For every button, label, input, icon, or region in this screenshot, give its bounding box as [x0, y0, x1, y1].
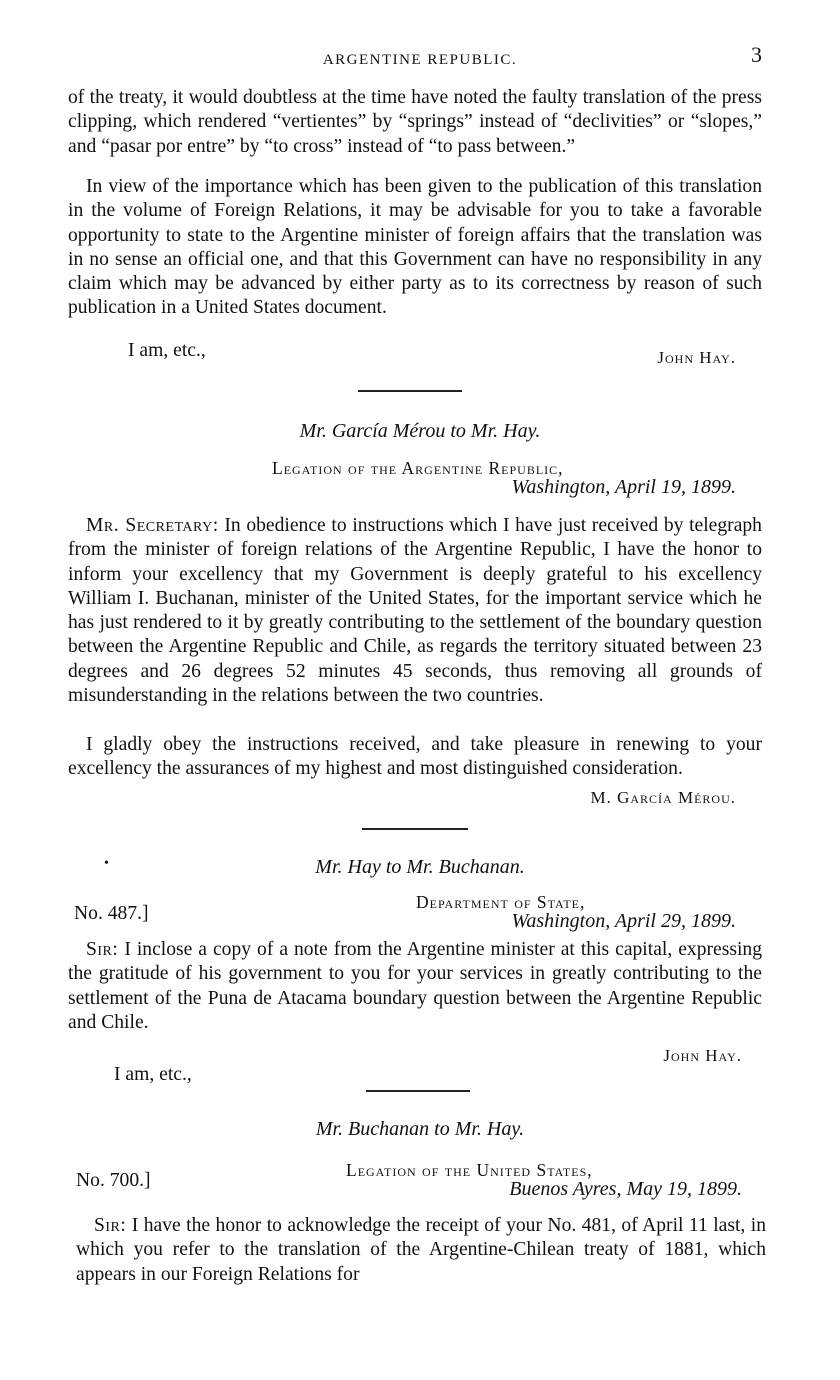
signature: John Hay. — [663, 1046, 742, 1065]
section-divider — [366, 1090, 470, 1092]
letter-body — [68, 938, 762, 1035]
dateline-organization: Legation of the United States, — [346, 1160, 593, 1180]
stray-mark: • — [104, 856, 109, 871]
dateline-place-date: Washington, April 29, 1899. — [511, 910, 736, 932]
running-head-title: ARGENTINE REPUBLIC. — [322, 52, 518, 68]
paragraph-view: In view of the importance which has been given to the publication of this translation in the volume of Foreign Relations, it may be advisable for you to take a favorable opportunity to state to the Argentine minister of foreign affairs that the translation was in no sense an official one, and that this Government can have no responsibility in any claim which may be advanced by either party as to its correctness by reason of such publication in a United States document. — [68, 176, 762, 319]
dispatch-number: No. 700.] — [76, 1170, 151, 1191]
paragraph-acknowledge: I have the honor to acknowledge the receipt of your No. 481, of April 11 last, in which you refer to the translation of the Argentine-Chilean treaty of 1881, which appears in our Foreign Relations for — [76, 1215, 766, 1285]
salutation: Sir: — [86, 939, 119, 960]
letter-body — [68, 514, 762, 708]
signature: John Hay. — [657, 348, 736, 367]
paragraph-obedience: In obedience to instructions which I have just received by telegraph from the minister of foreign relations of the Argentine Republic, I have the honor to inform your excellency that my Government is deeply grateful to his excellency William I. Buchanan, minister of the United States, for the important service which he has just rendered to it by greatly contributing to the settlement of the boundary question between the Argentine Republic and Chile, as regards the territory situated between 23 degrees and 26 degrees 52 minutes 45 seconds, thus removing all grounds of misunderstanding in the relations between the two countries. — [68, 515, 762, 707]
section-divider — [362, 828, 468, 830]
paragraph-gladly: I gladly obey the instructions received, and take pleasure in renewing to your excellency the assurances of my highest and most distinguished consideration. — [68, 734, 762, 780]
salutation: Sir: — [94, 1215, 127, 1236]
letter-heading: Mr. García Mérou to Mr. Hay. — [299, 420, 541, 442]
letter-heading: Mr. Buchanan to Mr. Hay. — [315, 1118, 525, 1140]
signature: M. García Mérou. — [590, 788, 736, 807]
section-divider — [358, 390, 462, 392]
paragraph-continuation: of the treaty, it would doubtless at the time have noted the faulty translation of the press clipping, which rendered “vertientes” by “springs” instead of “declivities” or “slopes,” and “pasar por entre” by “to cross” instead of “to pass between.” — [68, 87, 762, 157]
closing-line: I am, etc., — [128, 340, 206, 361]
dateline-place-date: Washington, April 19, 1899. — [511, 476, 736, 498]
salutation: Mr. Secretary: — [86, 515, 219, 536]
dateline-place-date: Buenos Ayres, May 19, 1899. — [509, 1178, 742, 1200]
dateline-organization: Department of State, — [416, 892, 586, 912]
closing-line: I am, etc., — [114, 1064, 192, 1085]
letter-heading: Mr. Hay to Mr. Buchanan. — [315, 856, 525, 878]
paragraph-inclose: I inclose a copy of a note from the Argentine minister at this capital, expressing the gratitude of his government to you for your services in greatly contributing to the settlement of the Puna de Atacama boundary question between the Argentine Republic and Chile. — [68, 939, 763, 1033]
page-number: 3 — [751, 42, 762, 67]
running-head — [0, 42, 840, 74]
dispatch-number: No. 487.] — [74, 903, 149, 924]
letter-body — [76, 1214, 766, 1287]
dateline-organization: Legation of the Argentine Republic, — [272, 458, 564, 478]
